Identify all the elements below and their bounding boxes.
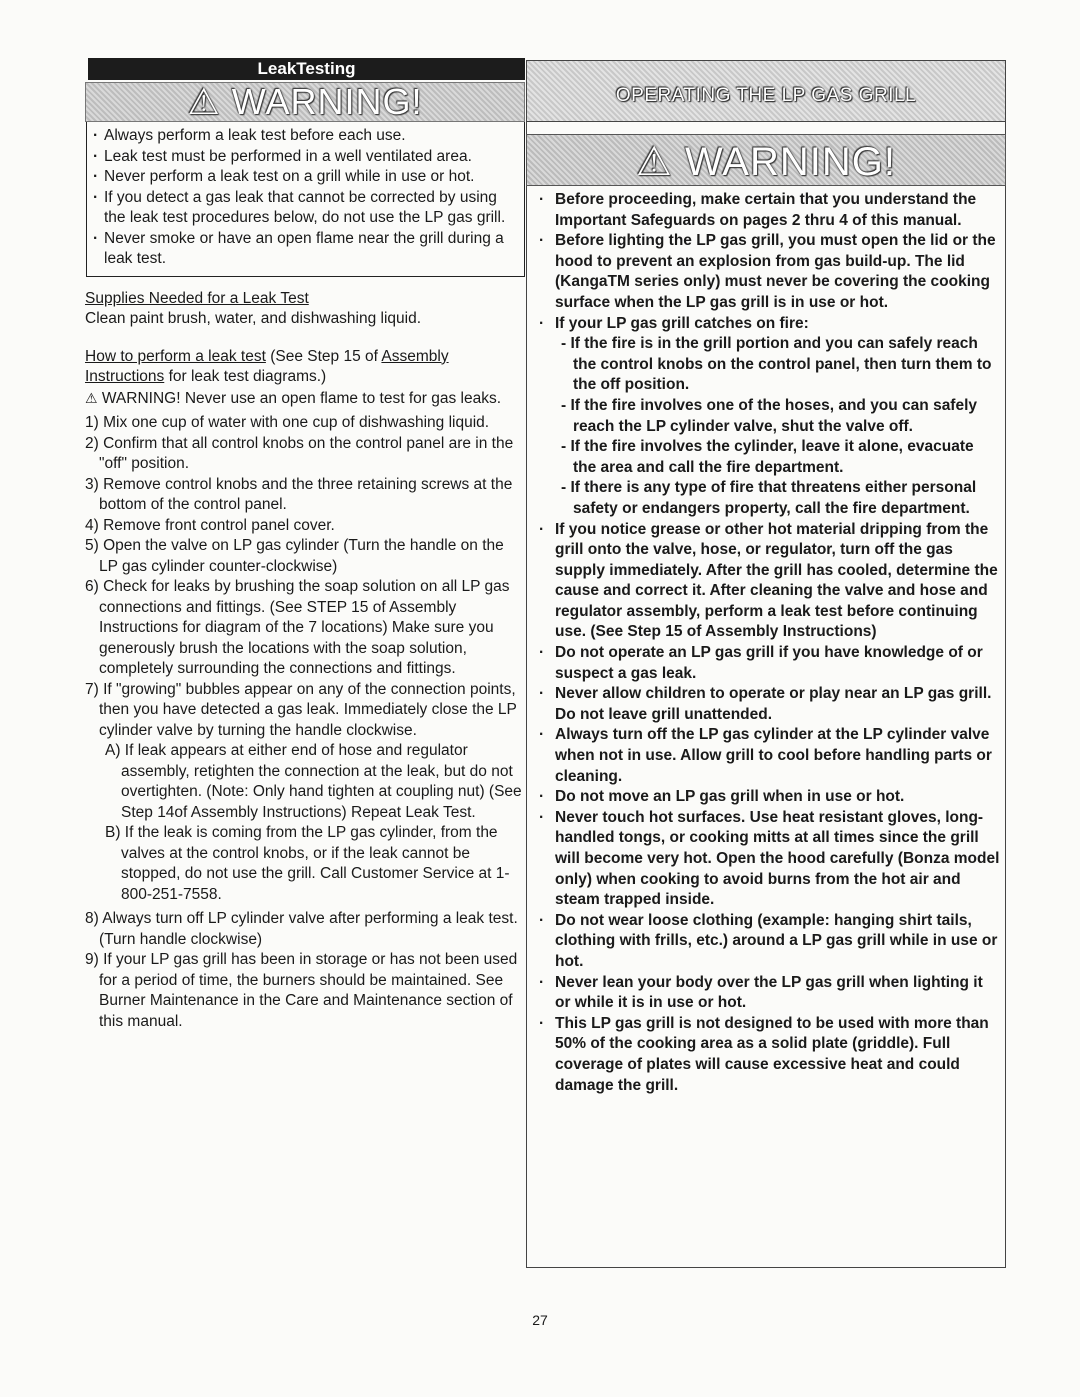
step-item: 3) Remove control knobs and the three retaining screws at the bottom of the control panel.: [85, 475, 513, 513]
step-7-sub-a: A) If leak appears at either end of hose and regulator assembly, retighten the connection at the leak, but do not overtighten. (Note: Only hand tighten at coupling nut) (See Step 14of Assembly Instructions) Repeat Leak Test.: [105, 742, 522, 821]
warning-item: · If you notice grease or other hot material dripping from the grill onto the valve, hose, or regulator, turn off the gas supply immediately. After the grill has cooled, determine the cause and correct it. After cleaning the valve and hose and regulator assembly, perform a leak test before continuing use. (See Step 15 of Assembly Instructions): [539, 520, 1001, 644]
howto-mid: (See Step 15 of: [265, 347, 382, 365]
open-flame-warning-text: WARNING! Never use an open flame to test for gas leaks.: [97, 389, 502, 407]
leak-test-steps: [85, 413, 525, 741]
leak-testing-column: [85, 58, 525, 1032]
warning-item: · Never allow children to operate or play near an LP gas grill. Do not leave grill unattended.: [539, 684, 1001, 725]
howto-heading: How to perform a leak test: [85, 347, 266, 365]
step-7-sub-b: B) If the leak is coming from the LP gas cylinder, from the valves at the control knobs, or if the leak cannot be stopped, do not use the grill. Call Customer Service at 1-800-251-7558.: [105, 824, 510, 903]
step-item: 7) If "growing" bubbles appear on any of the connection points, then you have detected a gas leak. Immediately close the LP cylinder valve by turning the handle clockwise.: [85, 680, 517, 739]
leak-test-steps-after: [85, 909, 525, 1032]
banner-spacer: [526, 122, 1006, 134]
howto-tail: for leak test diagrams.): [164, 368, 327, 385]
supplies-heading: Supplies Needed for a Leak Test: [85, 289, 309, 307]
warning-item: · Do not wear loose clothing (example: hanging shirt tails, clothing with frills, etc.) around a LP gas grill while in use or hot.: [539, 911, 1001, 973]
howto-link: Assembly Instructions: [85, 347, 449, 385]
warning-item: · Before proceeding, make certain that you understand the Important Safeguards on pages 2 thru 4 of this manual.: [539, 190, 1001, 231]
warning-list-left: [91, 126, 518, 270]
step-item: 5) Open the valve on LP gas cylinder (Turn the handle on the LP gas cylinder counter-clockwise): [85, 537, 504, 575]
warning-sub-item: - If there is any type of fire that threatens either personal safety or endangers property, call the fire department.: [561, 479, 977, 517]
section-banner-operating: OPERATING THE LP GAS GRILL: [526, 60, 1006, 122]
warning-item: · Never perform a leak test on a grill while in use or hot.: [91, 167, 518, 188]
warning-item: · Before lighting the LP gas grill, you must open the lid or the hood to prevent an explosion from gas build-up. The lid (KangaTM series only) must never be covering the cooking surface when the LP gas grill is in use or hot.: [539, 231, 1001, 313]
warning-item: · If your LP gas grill catches on fire:: [539, 314, 1001, 335]
supplies-text: Clean paint brush, water, and dishwashing liquid.: [85, 309, 422, 327]
warning-item: · Always turn off the LP gas cylinder at the LP cylinder valve when not in use. Allow grill to cool before handling parts or cleaning.: [539, 725, 1001, 787]
warning-box-right: [526, 186, 1006, 1268]
supplies-section: [85, 289, 525, 329]
step-item: 2) Confirm that all control knobs on the control panel are in the "off" position.: [85, 434, 514, 472]
page-number: 27: [532, 1312, 548, 1328]
warning-item: · Do not move an LP gas grill when in use or hot.: [539, 787, 1001, 808]
warning-list-right: [539, 190, 1001, 1096]
warning-item: · Always perform a leak test before each use.: [91, 126, 518, 147]
section-bar-leak-testing: LeakTesting: [88, 58, 525, 80]
open-flame-warning: [85, 388, 525, 410]
step-item: 8) Always turn off LP cylinder valve after performing a leak test. (Turn handle clockwise): [85, 910, 518, 948]
step-item: 9) If your LP gas grill has been in storage or has not been used for a period of time, the burners should be maintained. See Burner Maintenance in the Care and Maintenance section of this manual.: [85, 951, 518, 1030]
warning-banner-left: ⚠ WARNING!: [85, 82, 525, 122]
warning-box-left: [86, 122, 525, 277]
warning-sub-item: - If the fire is in the grill portion and you can safely reach the control knobs on the control panel, then turn them to the off position.: [561, 335, 992, 394]
warning-item: · If you detect a gas leak that cannot be corrected by using the leak test procedures below, do not use the LP gas grill.: [91, 188, 518, 229]
warning-sub-item: - If the fire involves one of the hoses, and you can safely reach the LP cylinder valve, shut the valve off.: [561, 396, 978, 435]
warning-item: · Do not operate an LP gas grill if you have knowledge of or suspect a gas leak.: [539, 643, 1001, 684]
step-item: 6) Check for leaks by brushing the soap solution on all LP gas connections and fittings. (See STEP 15 of Assembly Instructions for diagram of the 7 locations) Make sure you generously brush the locations with the soap solution, completely surrounding the connections and fittings.: [85, 578, 510, 677]
warning-item: · This LP gas grill is not designed to be used with more than 50% of the cooking area as a solid plate (griddle). Full coverage of plates will cause excessive heat and could damage the grill.: [539, 1014, 1001, 1096]
warning-banner-right: ⚠ WARNING!: [526, 134, 1006, 186]
warning-item: · Never smoke or have an open flame near the grill during a leak test.: [91, 229, 518, 270]
warning-triangle-icon: ⚠: [85, 389, 98, 406]
step-item: 1) Mix one cup of water with one cup of dishwashing liquid.: [85, 414, 490, 431]
operating-column: [526, 60, 1006, 1268]
warning-item: · Leak test must be performed in a well ventilated area.: [91, 147, 518, 168]
warning-item: · Never touch hot surfaces. Use heat resistant gloves, long-handled tongs, or cooking mitts at all times since the grill will become very hot. Open the hood carefully (Bonza model only) when cooking to avoid burns from the hot air and steam trapped inside.: [539, 808, 1001, 911]
warning-sub-item: - If the fire involves the cylinder, leave it alone, evacuate the area and call the fire department.: [561, 438, 974, 476]
howto-section: [85, 347, 525, 388]
warning-item: · Never lean your body over the LP gas grill when lighting it or while it is in use or hot.: [539, 973, 1001, 1014]
step-item: 4) Remove front control panel cover.: [85, 516, 335, 534]
